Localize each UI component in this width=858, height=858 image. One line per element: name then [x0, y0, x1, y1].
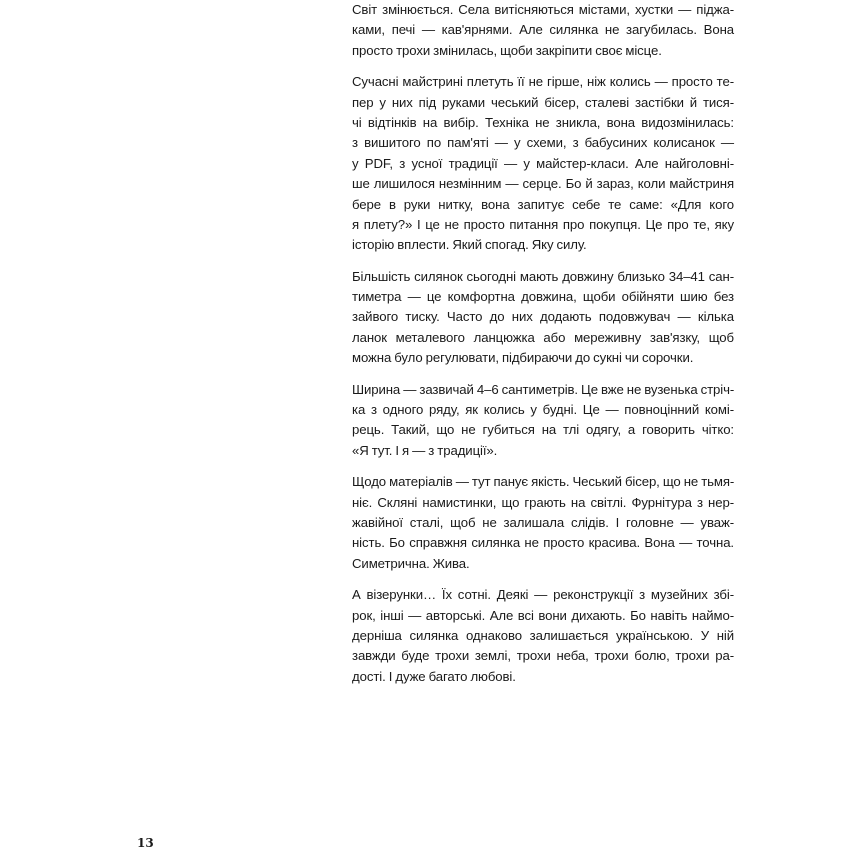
text-line: рок, інші — авторські. Але всі вони дихають. Бо навіть наймо- [352, 607, 734, 623]
text-line: рець. Такий, що не губиться на тлі одягу, а говорить чітко: [352, 422, 734, 438]
text-line: я плету?» І це не просто питання про покупця. Це про те, яку [352, 216, 734, 232]
text-line: тиметра — це комфортна довжина, щоби обійняти шию без [352, 289, 734, 305]
text-line: «Я тут. І я — з традиції». [352, 442, 498, 458]
text-line: Більшість силянок сьогодні мають довжину близько 34–41 сан- [352, 268, 734, 284]
text-line: ніє. Скляні намистинки, що грають на світлі. Фурнітура з нер- [352, 494, 734, 510]
text-line: можна було регулювати, підбираючи до сукні чи сорочки. [352, 350, 694, 366]
text-line: ка з одного ряду, як колись у будні. Це — повноцінний комі- [352, 402, 734, 418]
text-line: Ширина — зазвичай 4–6 сантиметрів. Це вже не вузенька стріч- [352, 381, 735, 397]
paragraph [352, 72, 734, 256]
text-line: ланок металевого ланцюжка або мереживну зав'язку, щоб [352, 329, 734, 345]
text-line: ність. Бо справжня силянка не просто красива. Вона — точна. [352, 535, 734, 551]
text-line: Симетрична. Жива. [352, 555, 470, 571]
body-text-column [352, 0, 734, 698]
text-line: Сучасні майстрині плетуть її не гірше, ніж колись — просто те- [352, 74, 734, 90]
text-line: у PDF, з усної традиції — у майстер-класи. Але найголовні- [352, 155, 734, 171]
paragraph [352, 472, 734, 574]
text-line: завжди буде трохи землі, трохи неба, трохи болю, трохи ра- [352, 648, 734, 664]
text-line: ками, печі — кав'ярнями. Але силянка не загубилась. Вона [352, 22, 734, 38]
text-line: бере в руки нитку, вона запитує себе те саме: «Для кого [352, 196, 734, 212]
paragraph [352, 0, 734, 61]
text-line: дерніша силянка однаково залишається українською. У ній [352, 627, 734, 643]
text-line: ше лишилося незмінним — серце. Бо й зараз, коли майстриня [352, 176, 734, 192]
text-line: А візерунки… Їх сотні. Деякі — реконструкції з музейних збі- [352, 587, 734, 603]
text-line: Світ змінюється. Села витісняються містами, хустки — піджа- [352, 2, 734, 17]
text-line: дості. І дуже багато любові. [352, 668, 516, 684]
paragraph [352, 267, 734, 369]
text-line: зайвого тиску. Часто до них додають подовжувач — кілька [352, 309, 734, 325]
text-line: чі відтінків на вибір. Техніка не зникла, вона видозмінилась: [352, 114, 734, 130]
text-line: пер у них під руками чеський бісер, сталеві застібки й тися- [352, 94, 734, 110]
text-line: жавійної сталі, щоб не залишала слідів. І головне — уваж- [352, 514, 734, 530]
text-line: Щодо матеріалів — тут панує якість. Чеський бісер, що не тьмя- [352, 474, 735, 490]
paragraph [352, 380, 734, 462]
text-line: з вишитого по пам'яті — у схеми, з бабусиних колисанок — [352, 135, 734, 151]
page-number: 13 [137, 836, 154, 850]
text-line: просто трохи змінилась, щоби закріпити своє місце. [352, 42, 662, 58]
text-line: історію вплести. Який спогад. Яку силу. [352, 237, 587, 253]
paragraph [352, 585, 734, 687]
